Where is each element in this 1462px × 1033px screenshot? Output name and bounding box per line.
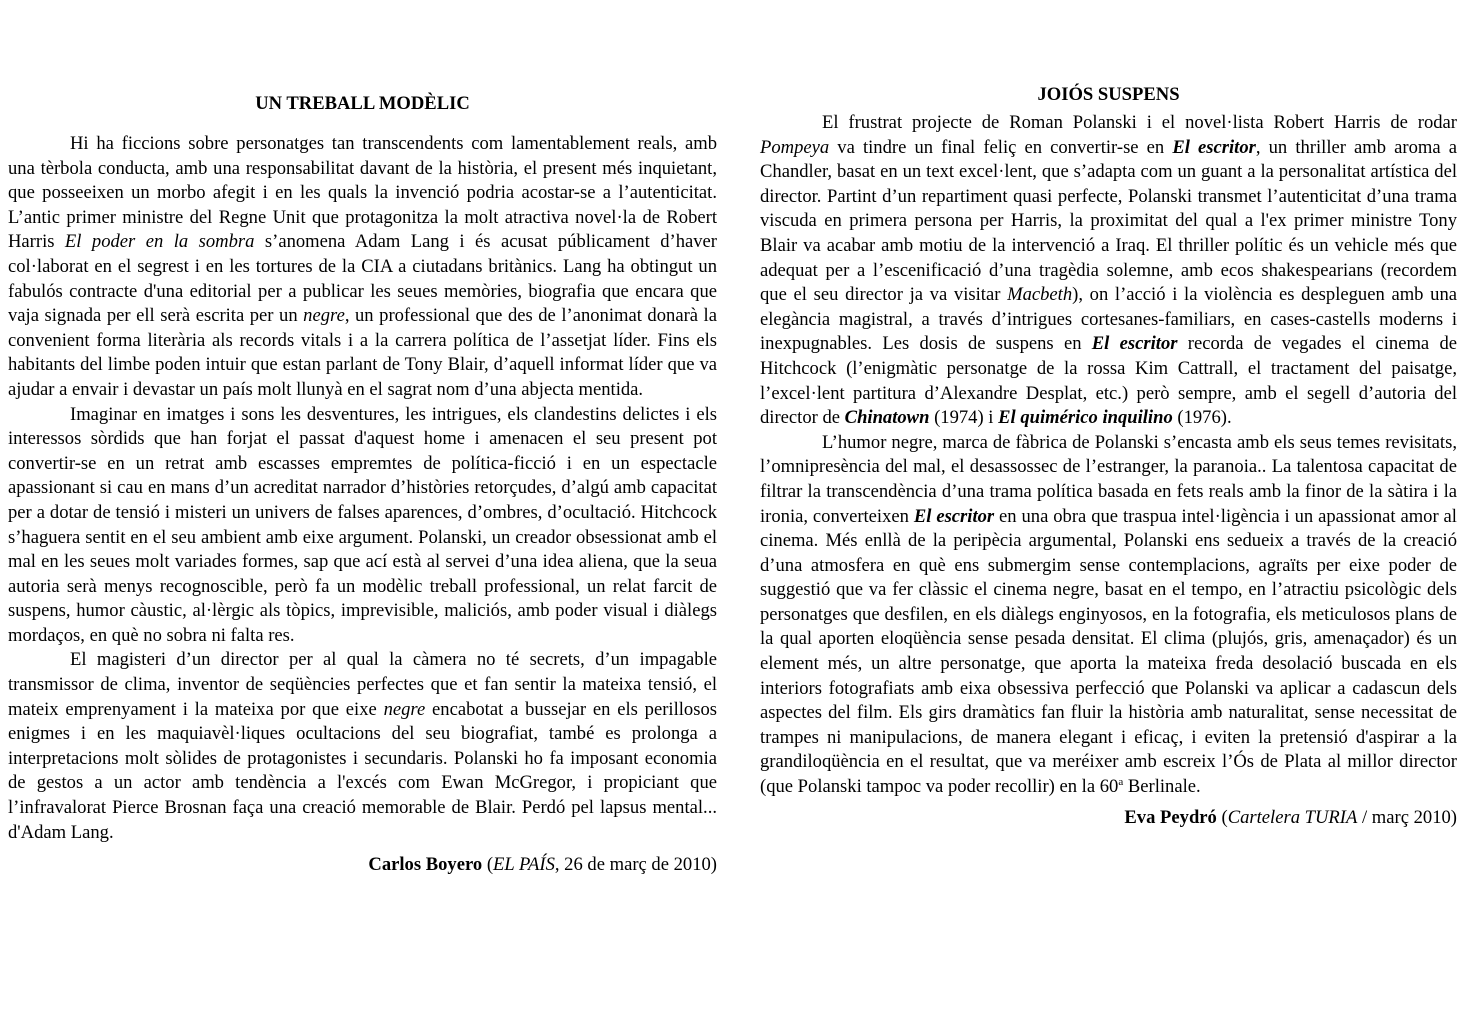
film-title: El escritor <box>1172 136 1256 158</box>
text-run: El frustrat projecte de Roman Polanski i el novel·lista Robert Harris de rodar <box>822 112 1457 133</box>
film-title: Chinatown <box>844 407 930 429</box>
left-article-body <box>8 132 717 878</box>
left-paragraph-1 <box>8 132 717 403</box>
credit-source: EL PAÍS <box>493 854 555 876</box>
italic-term: negre <box>303 305 345 327</box>
credit-author: Carlos Boyero <box>368 854 483 876</box>
text-run: , un professional que des de l’anonimat donarà la convenient forma literària als records vitals i a la carrera política de l’assetjat líder. Fins els habitants del limbe poden intuir que estan parlant de Tony Blair, d’aquell informat líder que va ajudar a envair i devastar un país molt llunyà en el sagrat nom d’una abjecta mentida. <box>8 305 717 400</box>
text-run: encabotat a bussejar en els perillosos enigmes i en les maquiavèl·liques ocultacions del seu biografiat, també es prolonga a interpretacions molt sòlides de protagonistes i secundaris. Polanski ho fa imposant economia de gestos a un actor amb tendència a l'excés com Ewan McGregor, i propiciant que l’infravalorat Pierce Brosnan faça una creació memorable de Blair. Perdó pel lapsus mental... d'Adam Lang. <box>8 698 717 843</box>
ordinal-superscript: a <box>1118 775 1124 788</box>
right-credit <box>760 806 1457 831</box>
text-run: en una obra que traspua intel·ligència i un apassionat amor al cinema. Més enllà de la peripècia argumental, Polanski ens sedueix a través de la creació d’una atmosfera en què ens submergim sense contemplacions, agraïts per eixe poder de suggestió que va fer clàssic el cinema negre, basat en el tempo, en l’atractiu psicològic dels personatges que desfilen, en els diàlegs enginyosos, en la fotografia, els meticulosos plans de la qual aporten eloqüència sense pesada densitat. El clima (plujós, gris, amenaçador) és un element més, un altre personatge, que aporta la mateixa freda desolació buscada en els interiors fotografiats amb eixa obsessiva perfecció que Polanski va aplicar a cadascun dels aspectes del film. Els girs dramàtics fan fluir la història amb naturalitat, sense necessitat de trampes ni manipulacions, de manera elegant i eficaç, i eviten la pretensió d'aspirar a la grandiloqüència en el resultat, que va meréixer amb escreix l’Ós de Plata al millor director (que Polanski tampoc va poder recollir) en la 60 <box>760 505 1457 798</box>
text-run: Berlinale. <box>1123 776 1201 798</box>
credit-date: , 26 de març de 2010) <box>554 854 717 876</box>
text-run: ( <box>1216 806 1228 828</box>
text-run: El magisteri d’un director per al qual la càmera no té secrets, d’un impagable transmissor de clima, inventor de seqüències perfectes que et fan sentir la mateixa tensió, el mateix emprenyament i la mateixa por que eixe <box>8 649 717 720</box>
text-run: L’humor negre, marca de fàbrica de Polanski s’encasta amb els seus temes revisitats, l’omnipresència del mal, el desassossec de l’estranger, la paranoia.. La talentosa capacitat de filtrar la transcendència d’una trama política basada en fets reals amb la finor de la sàtira i la ironia, converteixen <box>760 431 1457 527</box>
right-article-title: JOIÓS SUSPENS <box>1037 84 1180 105</box>
book-title: El poder en la sombra <box>64 231 255 253</box>
left-paragraph-3 <box>8 648 717 845</box>
film-title: El quimérico inquilino <box>998 407 1173 429</box>
text-run: va tindre un final feliç en convertir-se en <box>829 136 1173 158</box>
text-run: (1974) i <box>929 407 999 429</box>
left-article-title: UN TREBALL MODÈLIC <box>255 93 470 114</box>
text-run: recorda de vegades el cinema de Hitchcock (l’enigmàtic personatge de la rossa Kim Cattrall, el tractament del paisatge, l’excel·lent partitura d’Alexandre Desplat, etc.) però sempre, amb el segell d’autoria del director de <box>760 333 1457 429</box>
credit-author: Eva Peydró <box>1124 806 1217 828</box>
text-run: s’anomena Adam Lang i és acusat públicament d’haver col·laborat en el segrest i en les tortures de la CIA a ciutadans britànics. Lang ha obtingut un fabulós contracte d'una editorial per a publicar les seues memòries, biografia que encara que vaja signada per ell serà escrita per un <box>8 231 717 327</box>
text-run: Hi ha ficcions sobre personatges tan transcendents com lamentablement reals, amb una tèrbola conducta, amb una responsabilitat davant de la història, el present més inquietant, que posseeixen un morbo afegit i en les quals la invenció podria acostar-se a l’autenticitat. L’antic primer ministre del Regne Unit que protagonitza la molt atractiva novel·la de Robert Harris <box>8 133 717 253</box>
text-run: (1976). <box>1172 407 1232 429</box>
film-title: El escritor <box>913 505 995 527</box>
text-run: ), on l’acció i la violència es despleguen amb una elegància magistral, a través d’intrigues cortesanes-familiars, en cases-castells moderns i inexpugnables. Les dosis de suspens en <box>760 284 1457 355</box>
film-title: El escritor <box>1091 333 1178 355</box>
credit-source: Cartelera TURIA <box>1227 806 1358 828</box>
credit-date: / març 2010) <box>1357 806 1457 828</box>
film-title: Macbeth <box>1007 284 1073 306</box>
right-paragraph-1 <box>760 111 1457 431</box>
film-title: Pompeya <box>760 136 830 158</box>
left-paragraph-2: Imaginar en imatges i sons les desventures, les intrigues, els clandestins delictes i els interessos sòrdids que han forjat el passat d'aquest home i amenacen el seu present pot convertir-se en un retrat amb escasses empremtes de política-ficció i en un espectacle apassionant si cau en mans d’un acreditat narrador d’històries retorçudes, d’algú amb capacitat per a dotar de tensió i misteri un univers de falses aparences, d’ombres, d’ocultació. Hitchcock s’haguera sentit en el seu ambient amb eixe argument. Polanski, un creador obsessionat amb el mal en les seues molt variades formes, sap que ací està al servei d’una idea aliena, que la seua autoria serà menys recognoscible, però fa un modèlic treball professional, un relat farcit de suspens, humor càustic, al·lèrgic als tòpics, imprevisible, maliciós, amb poder visual i diàlegs mordaços, en què no sobra ni falta res. <box>8 403 717 646</box>
italic-term: negre <box>383 698 426 720</box>
right-article-body <box>760 111 1457 830</box>
right-paragraph-2 <box>760 431 1457 800</box>
text-run: ( <box>482 854 494 876</box>
text-run: , un thriller amb aroma a Chandler, basat en un text excel·lent, que s’adapta com un guant a la personalitat artística del director. Partint d’un repartiment quasi perfecte, Polanski transmet l’autenticitat d’una trama viscuda en primera persona per Harris, la proximitat del qual a l'ex primer ministre Tony Blair va acabar amb motiu de la intervenció a Iraq. El thriller polític és un vehicle més que adequat per a l’escenificació d’una tragèdia solemne, amb ecos shakespearians (recordem que el seu director ja va visitar <box>760 136 1457 306</box>
left-credit <box>8 853 717 878</box>
